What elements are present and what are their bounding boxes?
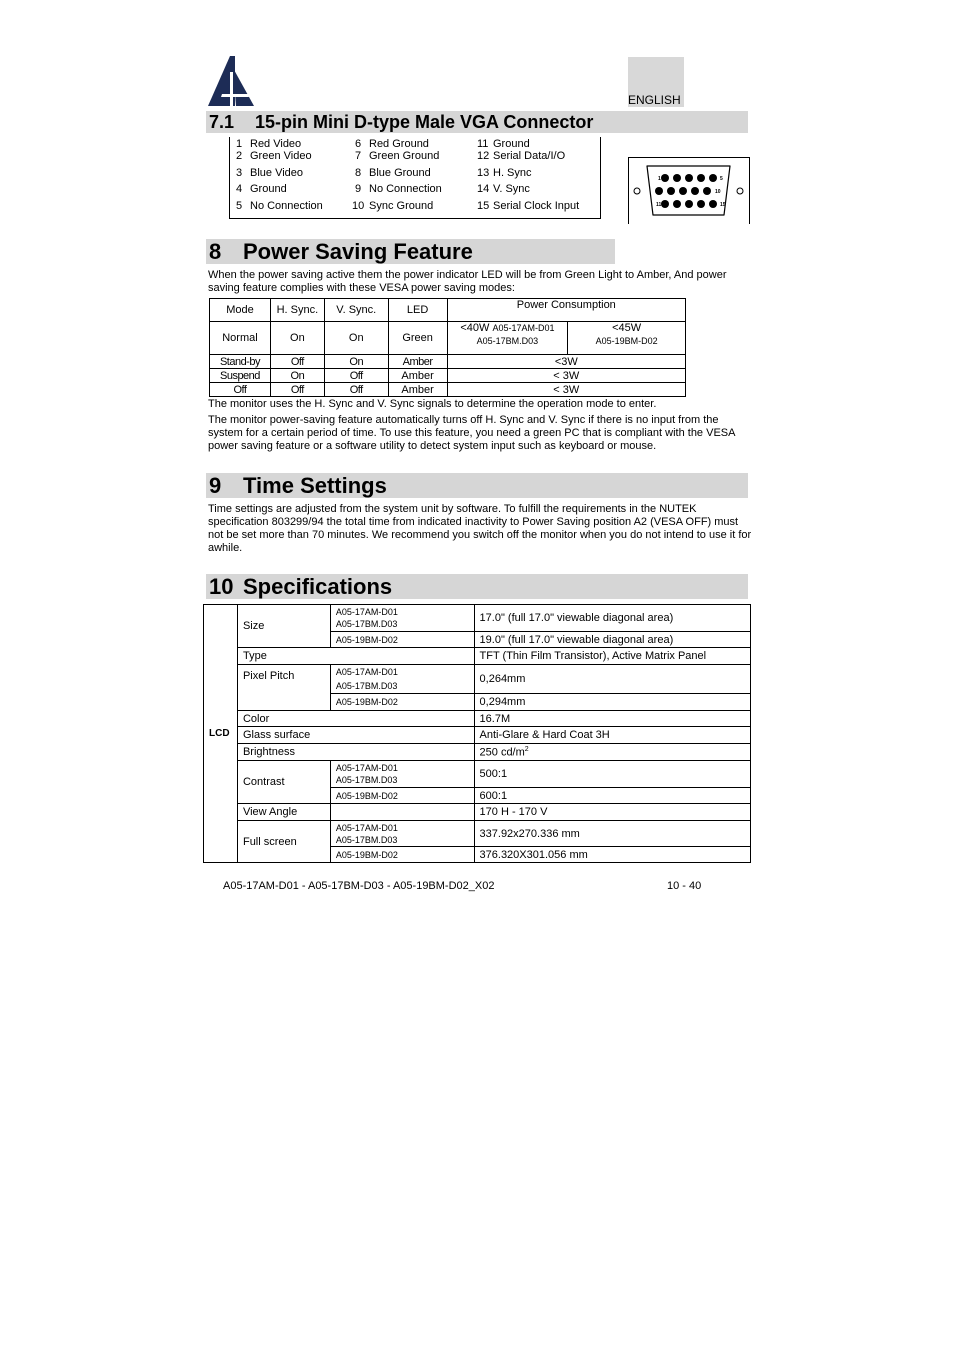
spec-value: 170 H - 170 V	[474, 804, 750, 821]
pin-item: 14 V. Sync	[477, 183, 530, 195]
spec-label: View Angle	[237, 804, 330, 821]
spec-label: Type	[237, 648, 474, 665]
pin-item: 15 Serial Clock Input	[477, 200, 580, 212]
table-row	[210, 369, 686, 383]
language-label: ENGLISH	[628, 93, 681, 107]
spec-label: Pixel Pitch	[237, 665, 330, 711]
table-cell: Off	[210, 383, 271, 397]
vga-connector-diagram	[628, 157, 750, 224]
table-cell: On	[270, 369, 324, 383]
pin-item: 1 Red Video	[236, 138, 302, 150]
pin-item: 5 No Connection	[236, 200, 323, 212]
spec-value: 16.7M	[474, 711, 750, 727]
power-note-1: The monitor uses the H. Sync and V. Sync signals to determine the operation mode to enter.	[208, 398, 657, 410]
table-cell: Normal	[210, 322, 271, 355]
section-7-1-heading	[206, 111, 748, 133]
table-row	[204, 744, 751, 761]
table-cell: Off	[270, 355, 324, 369]
table-cell: Suspend	[210, 369, 271, 383]
table-cell: <45W A05-19BM-D02	[568, 322, 686, 355]
table-row	[204, 821, 751, 847]
section-number: 8	[209, 239, 222, 264]
table-row	[204, 804, 751, 821]
spec-value: 337.92x270.336 mm	[474, 821, 750, 847]
model-cell: A05-19BM-D02	[330, 632, 474, 648]
spec-value: 0,294mm	[474, 694, 750, 711]
spec-value: 376.320X301.056 mm	[474, 847, 750, 863]
table-cell: Amber	[388, 383, 447, 397]
footer-models: A05-17AM-D01 - A05-17BM-D03 - A05-19BM-D02_X02	[223, 880, 495, 892]
spec-label: Color	[237, 711, 474, 727]
table-cell: Stand-by	[210, 355, 271, 369]
pin-item: 13 H. Sync	[477, 167, 532, 179]
lcd-group-label: LCD	[204, 605, 238, 863]
column-header: V. Sync.	[324, 299, 388, 322]
table-cell: Off	[270, 383, 324, 397]
table-cell: On	[270, 322, 324, 355]
column-header: Power Consumption	[447, 299, 685, 322]
model-cell: A05-17AM-D01 A05-17BM.D03	[330, 605, 474, 632]
table-row	[210, 355, 686, 369]
svg-text:10: 10	[715, 189, 721, 195]
spec-value: 19.0" (full 17.0" viewable diagonal area)	[474, 632, 750, 648]
table-row	[204, 648, 751, 665]
table-row	[204, 761, 751, 788]
spec-label: Glass surface	[237, 727, 474, 744]
spec-value: 17.0" (full 17.0" viewable diagonal area)	[474, 605, 750, 632]
table-row	[204, 665, 751, 694]
pin-item: 4 Ground	[236, 183, 287, 195]
table-cell: On	[324, 355, 388, 369]
model-cell: A05-17AM-D01 A05-17BM.D03	[330, 821, 474, 847]
model-cell: A05-19BM-D02	[330, 694, 474, 711]
spec-label: Size	[237, 605, 330, 648]
table-cell: On	[324, 322, 388, 355]
table-cell: Off	[324, 383, 388, 397]
spec-value: 250 $cd/m^2$	[474, 744, 750, 761]
section-number: 10	[209, 574, 234, 599]
pin-item: 6 Red Ground	[355, 138, 429, 150]
section-title: Time Settings	[243, 473, 387, 498]
spec-label: Brightness	[237, 744, 474, 761]
model-cell: A05-19BM-D02	[330, 847, 474, 863]
table-cell: <40W A05-17AM-D01 A05-17BM.D03	[447, 322, 568, 355]
column-header: H. Sync.	[270, 299, 324, 322]
section-title: Specifications	[243, 574, 393, 599]
table-row	[210, 383, 686, 397]
spec-value: 0,264mm	[474, 665, 750, 694]
vga-connector-icon	[629, 158, 749, 224]
spec-value: TFT (Thin Film Transistor), Active Matrix Panel	[474, 648, 750, 665]
svg-text:11: 11	[656, 202, 662, 208]
section-9-heading	[206, 473, 748, 498]
section-number: 7.1	[209, 112, 235, 132]
svg-text:1: 1	[658, 176, 661, 182]
pin-item: 8 Blue Ground	[355, 167, 431, 179]
table-row	[204, 711, 751, 727]
section-10-heading	[206, 574, 748, 599]
power-saving-intro: When the power saving active them the power indicator LED will be from Green Light to Amber, And power saving feature complies with these VESA power saving modes:	[208, 269, 727, 294]
model-cell: A05-17AM-D01 A05-17BM.D03	[330, 761, 474, 788]
table-cell: Off	[324, 369, 388, 383]
atlantis-logo	[208, 56, 254, 106]
pin-item: 2 Green Video	[236, 150, 312, 162]
pin-item: 11 Ground	[477, 138, 530, 150]
table-header-row	[210, 299, 686, 322]
svg-text:5: 5	[720, 176, 723, 182]
model-cell: A05-19BM-D02	[330, 788, 474, 804]
column-header: LED	[388, 299, 447, 322]
model-cell: A05-17AM-D01 A05-17BM.D03	[330, 665, 474, 694]
table-cell: < 3W	[447, 383, 685, 397]
section-8-heading	[206, 239, 615, 264]
pin-item: 12 Serial Data/I/O	[477, 150, 566, 162]
pin-item: 7 Green Ground	[355, 150, 440, 162]
spec-value: 500:1	[474, 761, 750, 788]
power-saving-table	[209, 298, 686, 397]
spec-label: Contrast	[237, 761, 330, 804]
section-number: 9	[209, 473, 222, 498]
pin-item: 3 Blue Video	[236, 167, 304, 179]
table-cell: <3W	[447, 355, 685, 369]
table-cell: < 3W	[447, 369, 685, 383]
table-row	[210, 322, 686, 355]
power-note-2: The monitor power-saving feature automatically turns off H. Sync and V. Sync if there is no input from the system for a certain period of time. To use this feature, you need a green PC that is compliant with the VESA power saving feature or a software utility to detect system input such as keyboard or mouse.	[208, 414, 735, 452]
table-row	[204, 727, 751, 744]
table-row	[204, 605, 751, 632]
section-title: 15-pin Mini D-type Male VGA Connector	[255, 112, 594, 132]
table-cell: Green	[388, 322, 447, 355]
model-cell	[330, 804, 474, 821]
column-header: Mode	[210, 299, 271, 322]
pin-item: 10 Sync Ground	[352, 200, 434, 212]
page-number: 10 - 40	[667, 880, 702, 892]
specifications-table	[203, 604, 751, 863]
spec-label: Full screen	[237, 821, 330, 863]
section-title: Power Saving Feature	[243, 239, 473, 264]
svg-text:15: 15	[720, 202, 726, 208]
spec-value: Anti-Glare & Hard Coat 3H	[474, 727, 750, 744]
table-cell: Amber	[388, 355, 447, 369]
table-cell: Amber	[388, 369, 447, 383]
pin-item: 9 No Connection	[355, 183, 442, 195]
time-settings-body: Time settings are adjusted from the system unit by software. To fulfill the requirements in the NUTEK specification 803299/94 the total time from indicated inactivity to Power Saving position A2 (VESA OFF) must not be set more than 70 minutes. We recommend you switch off the monitor when you do not intend to use it for awhile.	[208, 503, 752, 554]
spec-value: 600:1	[474, 788, 750, 804]
